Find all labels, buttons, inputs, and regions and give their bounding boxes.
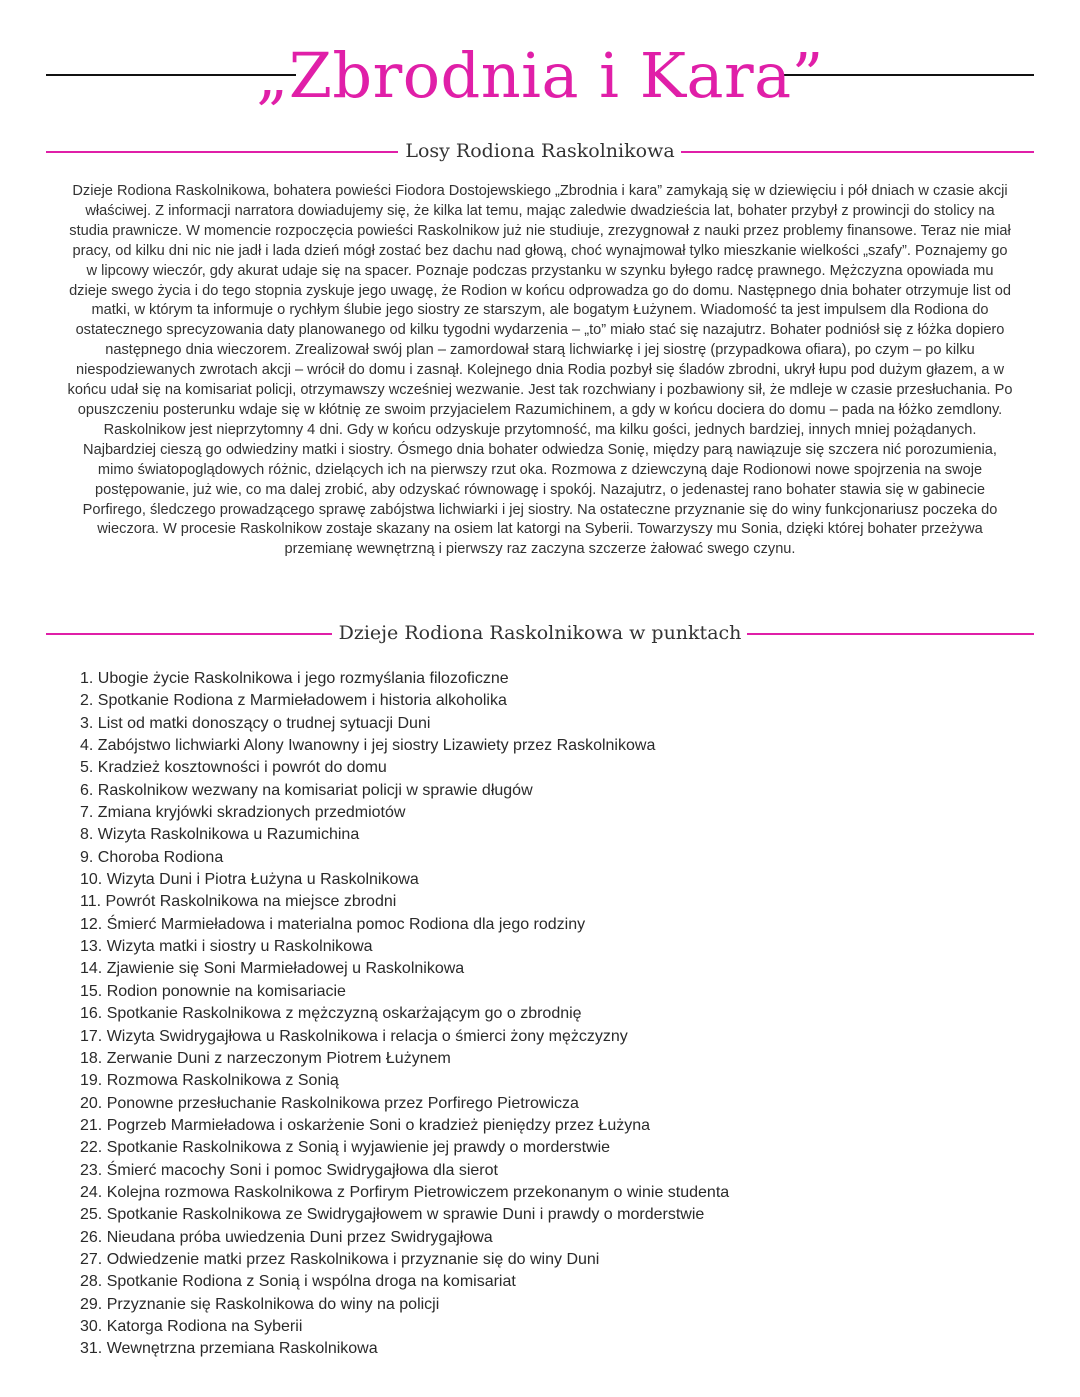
page-title: „Zbrodnia i Kara” — [256, 39, 824, 112]
list-item: 27. Odwiedzenie matki przez Raskolnikowa i przyznanie się do winy Duni — [80, 1250, 600, 1268]
list-item: 12. Śmierć Marmieładowa i materialna pomoc Rodiona dla jego rodziny — [80, 915, 586, 933]
list-item: 16. Spotkanie Raskolnikowa z mężczyzną oskarżającym go o zbrodnię — [80, 1005, 582, 1023]
list-item: 8. Wizyta Raskolnikowa u Razumichina — [80, 826, 360, 844]
list-item: 1. Ubogie życie Raskolnikowa i jego rozmyślania filozoficzne — [80, 670, 509, 687]
list-item: 13. Wizyta matki i siostry u Raskolnikowa — [80, 938, 373, 956]
list-item: 5. Kradzież kosztowności i powrót do domu — [80, 759, 387, 777]
list-item: 2. Spotkanie Rodiona z Marmieładowem i historia alkoholika — [80, 692, 507, 710]
list-item: 17. Wizyta Swidrygajłowa u Raskolnikowa i relacja o śmierci żony mężczyzny — [80, 1027, 628, 1045]
list-item: 21. Pogrzeb Marmieładowa i oskarżenie Soni o kradzież pieniędzy przez Łużyna — [80, 1116, 651, 1134]
list-item: 25. Spotkanie Raskolnikowa ze Swidrygajłowem w sprawie Duni i prawdy o morderstwie — [80, 1206, 705, 1224]
list-item: 11. Powrót Raskolnikowa na miejsce zbrodni — [80, 893, 397, 911]
list-item: 4. Zabójstwo lichwiarki Alony Iwanowny i jej siostry Lizawiety przez Raskolnikowa — [80, 737, 656, 755]
section-title: Dzieje Rodiona Raskolnikowa w punktach — [333, 622, 748, 644]
events-list — [80, 668, 980, 1361]
section-heading-1 — [0, 134, 1080, 168]
title-row — [0, 30, 1080, 120]
list-item: 9. Choroba Rodiona — [80, 848, 224, 866]
section-heading-2 — [0, 616, 1080, 650]
list-item: 30. Katorga Rodiona na Syberii — [80, 1317, 303, 1335]
list-item: 22. Spotkanie Raskolnikowa z Sonią i wyjawienie jej prawdy o morderstwie — [80, 1139, 611, 1157]
summary-paragraph: Dzieje Rodiona Raskolnikowa, bohatera powieści Fiodora Dostojewskiego „Zbrodnia i kara” zamykają się w dziewięciu i pół dniach w czasie akcji właściwej. Z informacji narratora dowiadujemy się, że kilka lat temu, mając zaledwie dwadzieścia lat, bohater przybył z prowincji do stolicy na studia prawnicze. W momencie rozpoczęcia powieści Raskolnikow już nie studiuje, zrezygnował z nauki przez problemy finansowe. Teraz nie miał pracy, od kilku dni nic nie jadł i lada dzień mógł zostać bez dachu nad głową, choć wynajmował tylko mieszkanie wielkości „szafy”. Poznajemy go w lipcowy wieczór, gdy akurat udaje się na spacer. Poznaje podczas przystanku w szynku byłego radcę prawnego. Mężczyzna opowiada mu dzieje swego życia i do tego stopnia zyskuje jego uwagę, że Rodion w końcu odprowadza go do domu. Następnego dnia bohater otrzymuje list od matki, w którym ta informuje o rychłym ślubie jego siostry ze starszym, ale bogatym Łużynem. Wiadomość ta jest impulsem dla Rodiona do ostatecznego sprecyzowania daty planowanego od kilku tygodni wydarzenia – „to” miało stać się nazajutrz. Bohater podniósł się z łóżka dopiero następnego dnia wieczorem. Zrealizował swój plan – zamordował starą lichwiarkę i jej siostrę (przypadkowa ofiara), po czym – po kilku niespodziewanych zwrotach akcji – wrócił do domu i zasnął. Kolejnego dnia Rodia pozbył się śladów zbrodni, ukrył łupu pod dużym głazem, a w końcu udał się na komisariat policji, otrzymawszy wcześniej wezwanie. Jest tak rozchwiany i pozbawiony sił, że mdleje w czasie przesłuchania. Po opuszczeniu posterunku wdaje się w kłótnię ze swoim przyjacielem Razumichinem, a gdy w końcu dociera do domu – pada na łóżko zemdlony. Raskolnikow jest nieprzytomny 4 dni. Gdy w końcu odzyskuje przytomność, ma kilku gości, jednych bardziej, innych mniej pożądanych. Najbardziej cieszą go odwiedziny matki i siostry. Ósmego dnia bohater odwiedza Sonię, między parą nawiązuje się szczera nić porozumienia, mimo światopoglądowych różnic, dzielących ich na pierwszy rzut oka. Rozmowa z dziewczyną daje Rodionowi nowe spojrzenia na swoje postępowanie, już wie, co ma dalej zrobić, aby odzyskać równowagę i spokój. Nazajutrz, o jedenastej rano bohater stawia się w gabinecie Porfirego, śledczego prowadzącego sprawę zabójstwa lichwiarki i jej siostry. Na ostateczne przyznanie się do winy funkcjonariusz poczeka do wieczora. W procesie Raskolnikow zostaje skazany na osiem lat katorgi na Syberii. Towarzyszy mu Sonia, dzięki której bohater przeżywa przemianę wewnętrzną i pierwszy raz zaczyna szczerze żałować swego czynu. — [67, 183, 1013, 558]
list-item: 19. Rozmowa Raskolnikowa z Sonią — [80, 1072, 339, 1090]
list-item: 6. Raskolnikow wezwany na komisariat policji w sprawie długów — [80, 781, 533, 799]
section-title: Losy Rodiona Raskolnikowa — [399, 140, 680, 162]
list-item: 24. Kolejna rozmowa Raskolnikowa z Porfirym Pietrowiczem przekonanym o winie studenta — [80, 1183, 730, 1201]
list-item: 20. Ponowne przesłuchanie Raskolnikowa przez Porfirego Pietrowicza — [80, 1094, 579, 1112]
list-item: 23. Śmierć macochy Soni i pomoc Swidrygajłowa dla sierot — [80, 1161, 498, 1179]
list-item: 29. Przyznanie się Raskolnikowa do winy na policji — [80, 1295, 440, 1313]
list-item: 7. Zmiana kryjówki skradzionych przedmiotów — [80, 804, 406, 822]
list-item: 28. Spotkanie Rodiona z Sonią i wspólna droga na komisariat — [80, 1273, 516, 1291]
list-item: 18. Zerwanie Duni z narzeczonym Piotrem Łużynem — [80, 1049, 451, 1067]
list-item: 15. Rodion ponownie na komisariacie — [80, 982, 346, 1000]
list-item: 14. Zjawienie się Soni Marmieładowej u Raskolnikowa — [80, 960, 465, 978]
list-item: 3. List od matki donoszący o trudnej sytuacji Duni — [80, 714, 431, 732]
list-item: 26. Nieudana próba uwiedzenia Duni przez Swidrygajłowa — [80, 1228, 493, 1246]
list-item: 10. Wizyta Duni i Piotra Łużyna u Raskolnikowa — [80, 871, 419, 889]
list-item: 31. Wewnętrzna przemiana Raskolnikowa — [80, 1340, 378, 1358]
